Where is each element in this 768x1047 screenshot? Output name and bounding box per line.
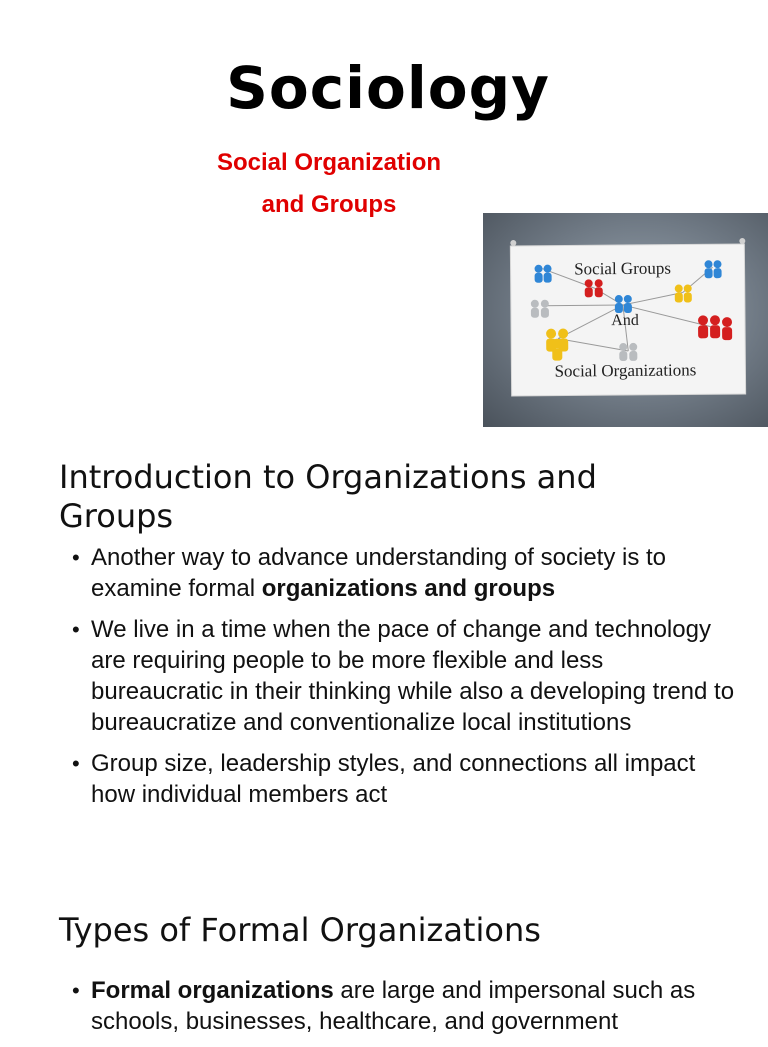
subtitle-line-1: Social Organization	[216, 149, 442, 176]
list-item	[72, 614, 742, 738]
list-item-bold-text: Formal organizations	[91, 977, 334, 1004]
bullet-icon: •	[72, 978, 80, 1003]
pin-icon	[739, 238, 745, 244]
list-item	[72, 542, 742, 604]
figure-text-line-1: Social Groups	[574, 258, 672, 279]
bullet-icon: •	[72, 751, 80, 776]
figure-text-line-2: And	[611, 311, 639, 330]
list-item	[72, 975, 742, 1037]
subtitle-line-2: and Groups	[261, 191, 397, 218]
types-heading: Types of Formal Organizations	[59, 911, 541, 949]
list-item-text: Another way to advance understanding of society is to examine formal	[91, 544, 667, 602]
list-item-text: are large and impersonal such as schools, businesses, healthcare, and government	[91, 977, 696, 1035]
list-item-bold-text: organizations and groups	[261, 575, 556, 602]
page-title: Sociology	[226, 54, 550, 122]
subtitle	[190, 142, 468, 226]
bullet-icon: •	[72, 545, 80, 570]
list-item-text: Group size, leadership styles, and connections all impact how individual members act	[91, 750, 696, 808]
pin-icon	[510, 240, 516, 246]
figure-text-line-3: Social Organizations	[554, 360, 697, 381]
intro-bullet-list	[72, 542, 742, 820]
list-item-text: We live in a time when the pace of change and technology are requiring people to be more flexible and less bureaucratic in their thinking while also a developing trend to bureaucratize and conventionalize local institutions	[91, 616, 735, 736]
bullet-icon: •	[72, 617, 80, 642]
list-item	[72, 748, 742, 810]
types-bullet-list	[72, 975, 742, 1047]
social-groups-illustration	[483, 213, 768, 427]
social-groups-image	[483, 213, 768, 427]
intro-heading: Introduction to Organizations and Groups	[59, 458, 597, 535]
